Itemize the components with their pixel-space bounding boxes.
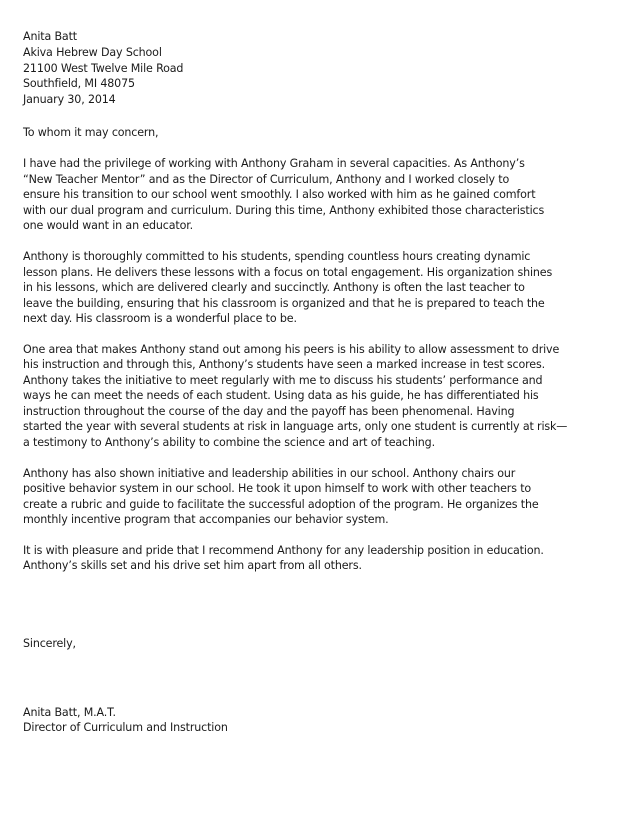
paragraph-2-line: lesson plans. He delivers these lessons with a focus on total engagement. His organization shines bbox=[23, 266, 553, 279]
paragraph-4-line: positive behavior system in our school. He took it upon himself to work with other teachers to bbox=[23, 482, 532, 495]
paragraph-3-line: instruction throughout the course of the day and the payoff has been phenomenal. Having bbox=[23, 405, 515, 418]
letter-date: January 30, 2014 bbox=[23, 93, 116, 106]
paragraph-2-line: in his lessons, which are delivered clearly and succinctly. Anthony is often the last teacher to bbox=[23, 281, 525, 294]
paragraph-1-line: with our dual program and curriculum. During this time, Anthony exhibited those characteristics bbox=[23, 204, 545, 217]
paragraph-4-line: create a rubric and guide to facilitate the successful adoption of the program. He organizes the bbox=[23, 498, 539, 511]
paragraph-3-line: a testimony to Anthony’s ability to combine the science and art of teaching. bbox=[23, 436, 435, 449]
sender-street: 21100 West Twelve Mile Road bbox=[23, 62, 184, 75]
paragraph-2-line: leave the building, ensuring that his classroom is organized and that he is prepared to teach the bbox=[23, 297, 545, 310]
paragraph-4-line: monthly incentive program that accompanies our behavior system. bbox=[23, 513, 389, 526]
paragraph-3-line: Anthony takes the initiative to meet regularly with me to discuss his students’ performance and bbox=[23, 374, 543, 387]
sender-name: Anita Batt bbox=[23, 30, 77, 43]
salutation: To whom it may concern, bbox=[23, 126, 159, 139]
paragraph-3-line: started the year with several students at risk in language arts, only one student is currently at risk— bbox=[23, 420, 568, 433]
paragraph-3-line: his instruction and through this, Anthony’s students have seen a marked increase in test scores. bbox=[23, 358, 545, 371]
paragraph-1-line: “New Teacher Mentor” and as the Director of Curriculum, Anthony and I worked closely to bbox=[23, 173, 510, 186]
paragraph-1-line: one would want in an educator. bbox=[23, 219, 193, 232]
paragraph-5-line: It is with pleasure and pride that I recommend Anthony for any leadership position in education. bbox=[23, 544, 544, 557]
paragraph-4-line: Anthony has also shown initiative and leadership abilities in our school. Anthony chairs our bbox=[23, 467, 516, 480]
closing: Sincerely, bbox=[23, 637, 76, 650]
paragraph-3-line: ways he can meet the needs of each student. Using data as his guide, he has differentiated his bbox=[23, 389, 539, 402]
signature-name: Anita Batt, M.A.T. bbox=[23, 706, 116, 719]
paragraph-2-line: next day. His classroom is a wonderful place to be. bbox=[23, 312, 297, 325]
sender-school: Akiva Hebrew Day School bbox=[23, 46, 162, 59]
paragraph-3-line: One area that makes Anthony stand out among his peers is his ability to allow assessment to drive bbox=[23, 343, 560, 356]
paragraph-2-line: Anthony is thoroughly committed to his students, spending countless hours creating dynamic bbox=[23, 250, 531, 263]
paragraph-5-line: Anthony’s skills set and his drive set him apart from all others. bbox=[23, 559, 362, 572]
paragraph-1-line: I have had the privilege of working with Anthony Graham in several capacities. As Anthony’s bbox=[23, 157, 525, 170]
sender-city: Southfield, MI 48075 bbox=[23, 77, 135, 90]
paragraph-1-line: ensure his transition to our school went smoothly. I also worked with him as he gained comfort bbox=[23, 188, 536, 201]
signature-title: Director of Curriculum and Instruction bbox=[23, 721, 228, 734]
